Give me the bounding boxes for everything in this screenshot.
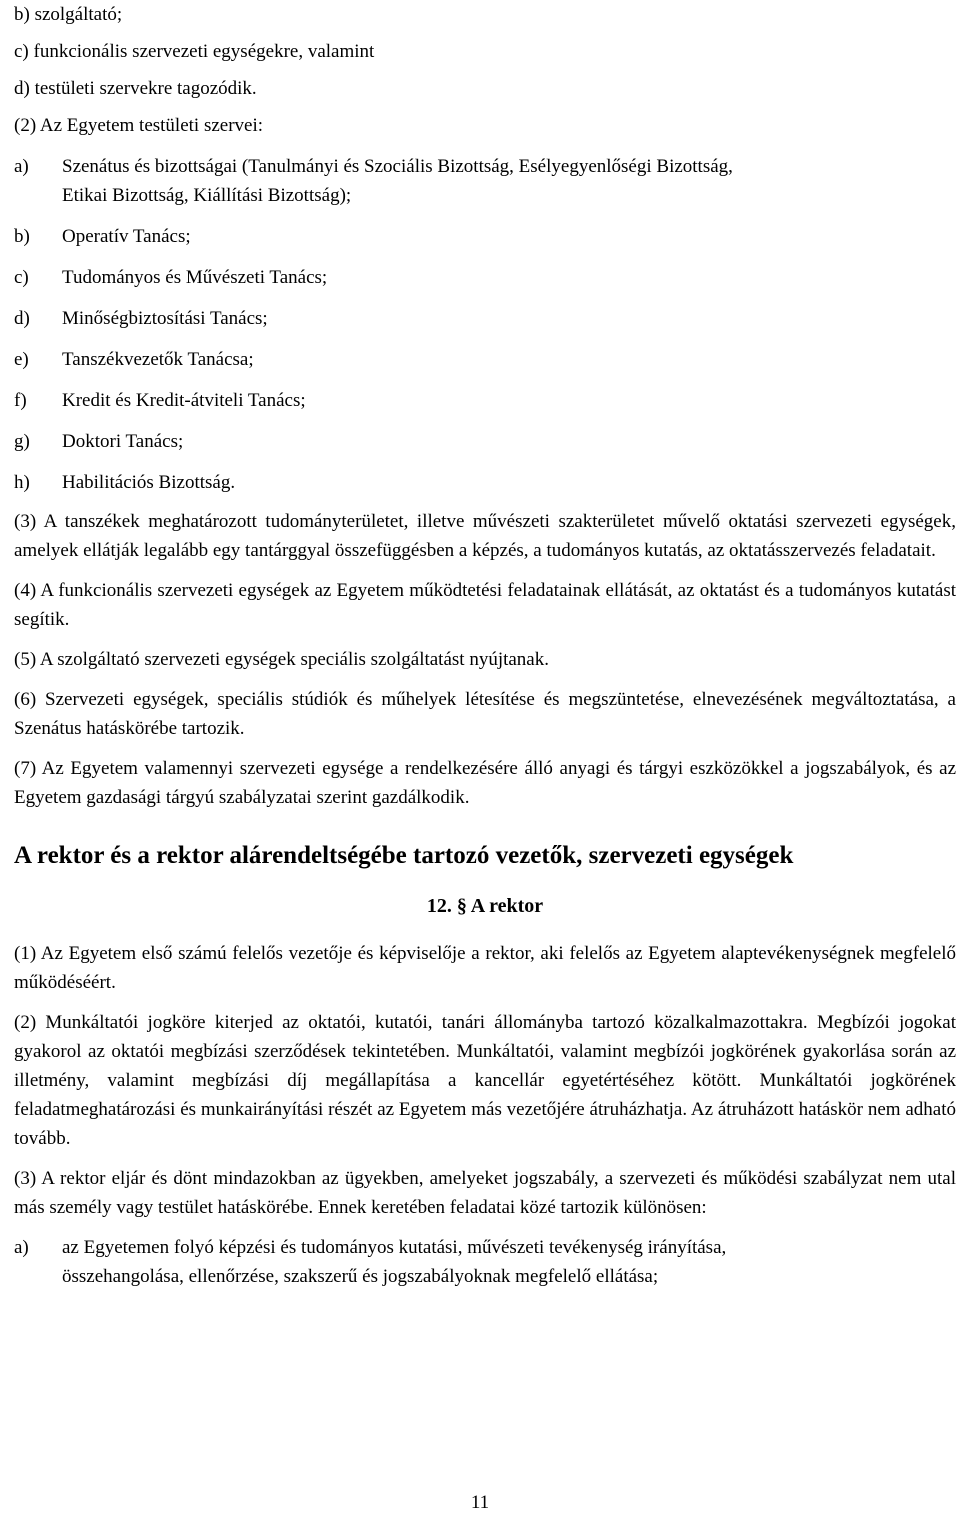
list-item [14, 427, 956, 456]
list-item: c) funkcionális szervezeti egységekre, valamint [14, 41, 375, 62]
list-item-text: az Egyetemen folyó képzési és tudományos kutatási, művészeti tevékenység irányítása, [62, 1237, 727, 1258]
list-item: d) testületi szervekre tagozódik. [14, 78, 257, 99]
list-marker: a) [14, 156, 29, 177]
list-marker: a) [14, 1237, 29, 1258]
paragraph: (7) Az Egyetem valamennyi szervezeti egysége a rendelkezésére álló anyagi és tárgyi eszközökkel a jogszabályok, és az Egyetem gazdasági tárgyú szabályzatai szerint gazdálkodik. [14, 758, 956, 808]
list-item [14, 152, 956, 210]
list-marker: f) [14, 390, 27, 411]
list-marker: g) [14, 431, 30, 452]
list-marker: h) [14, 472, 30, 493]
article-list [14, 1233, 956, 1291]
list-marker: d) [14, 308, 30, 329]
list-marker: e) [14, 349, 29, 370]
section-heading: A rektor és a rektor alárendeltségébe tartozó vezetők, szervezeti egységek [14, 842, 794, 869]
document-page [14, 0, 956, 1303]
list-marker: c) [14, 267, 29, 288]
paragraph: (6) Szervezeti egységek, speciális stúdiók és műhelyek létesítése és megszüntetése, elnevezésének megváltoztatása, a Szenátus hatáskörébe tartozik. [14, 689, 956, 739]
list-item [14, 304, 956, 333]
list-item-text: Kredit és Kredit-átviteli Tanács; [62, 390, 306, 411]
list-item-text: Tanszékvezetők Tanácsa; [62, 349, 254, 370]
paragraph: (5) A szolgáltató szervezeti egységek speciális szolgáltatást nyújtanak. [14, 649, 549, 670]
list-item [14, 386, 956, 415]
article-title: 12. § A rektor [426, 895, 544, 917]
list-item-text: Habilitációs Bizottság. [62, 472, 236, 493]
list-item: b) szolgáltató; [14, 4, 123, 25]
paragraph: (1) Az Egyetem első számú felelős vezetője és képviselője a rektor, aki felelős az Egyetem alaptevékenységnek megfelelő működéséért. [14, 943, 956, 993]
list-item-text: összehangolása, ellenőrzése, szakszerű és jogszabályoknak megfelelő ellátása; [62, 1266, 659, 1287]
list-item [14, 468, 956, 497]
paragraph: (3) A tanszékek meghatározott tudományterületet, illetve művészeti szakterületet művelő oktatási szervezeti egységek, amelyek ellátják legalább egy tantárggyal összefüggésben a képzés, a tudományos kutatás, az oktatásszervezés feladatait. [14, 511, 956, 561]
list-item-text: Minőségbiztosítási Tanács; [62, 308, 268, 329]
top-list [14, 0, 956, 103]
paragraph: (3) A rektor eljár és dönt mindazokban az ügyekben, amelyeket jogszabály, a szervezeti és működési szabályzat nem utal más személy vagy testület hatáskörébe. Ennek keretében feladatai közé tartozik különösen: [14, 1168, 956, 1218]
list-item [14, 263, 956, 292]
paragraph: (2) Munkáltatói jogköre kiterjed az oktatói, kutatói, tanári állományba tartozó közalkalmazottakra. Megbízói jogokat gyakorol az oktatói megbízási szerződések tekintetében. Munkáltatói, valamint megbízói jogkörének gyakorlása során az illetmény, valamint megbízási díj megállapítása a kancellár egyetértéséhez kötött. Munkáltatói jogkörének feladatmeghatározási és munkairányítási részét az Egyetem más vezetőjére átruházhatja. Az átruházott hatáskör nem adható tovább. [14, 1012, 956, 1149]
page-number: 11 [470, 1492, 490, 1513]
list-item [14, 345, 956, 374]
paragraph: (4) A funkcionális szervezeti egységek az Egyetem működtetési feladatainak ellátását, az oktatást és a tudományos kutatást segítik. [14, 580, 956, 630]
list-item-text: Etikai Bizottság, Kiállítási Bizottság); [62, 185, 352, 206]
bodies-list [14, 152, 956, 497]
list-item-text: Tudományos és Művészeti Tanács; [62, 267, 328, 288]
list-marker: b) [14, 226, 30, 247]
list-item-text: Doktori Tanács; [62, 431, 184, 452]
list-item [14, 222, 956, 251]
list-item-text: Operatív Tanács; [62, 226, 191, 247]
list-item-text: Szenátus és bizottságai (Tanulmányi és Szociális Bizottság, Esélyegyenlőségi Bizottság, [62, 156, 733, 177]
list-item [14, 1233, 956, 1291]
paragraph-intro: (2) Az Egyetem testületi szervei: [14, 115, 264, 136]
